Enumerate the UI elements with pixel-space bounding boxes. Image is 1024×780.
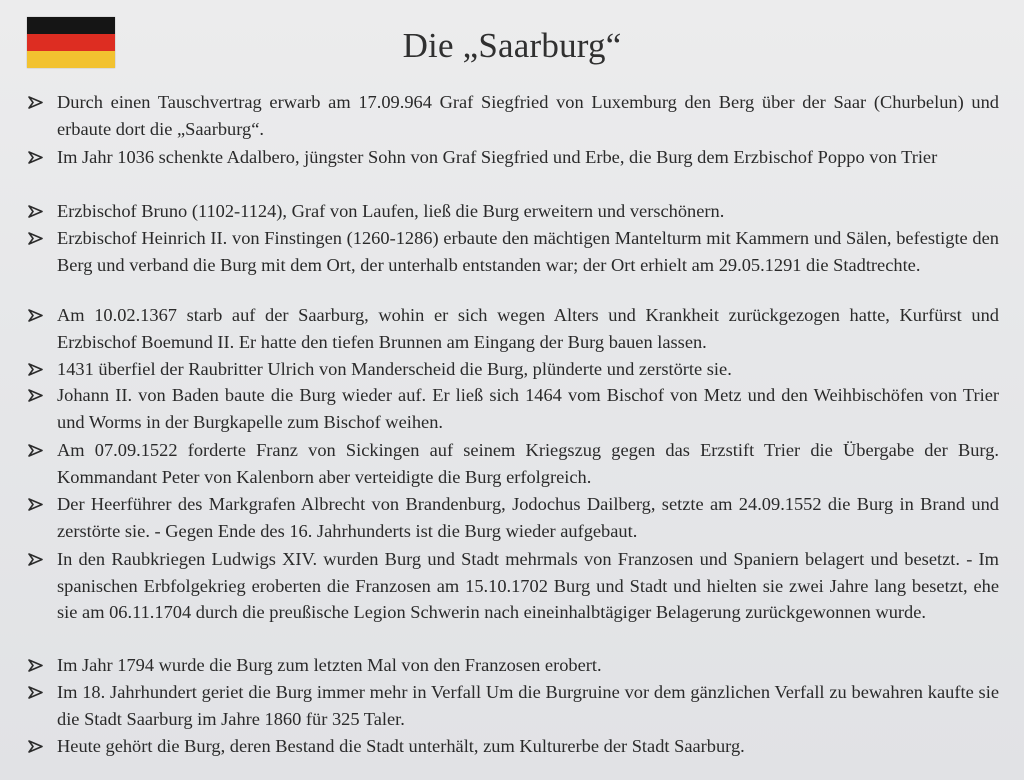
list-item-text: Am 10.02.1367 starb auf der Saarburg, wohin er sich wegen Alters und Krankheit zurückgezogen hatte, Kurfürst und Erzbischof Boemund II. Er hatte den tiefen Brunnen am Eingang der Burg bauen lassen.: [57, 305, 999, 352]
arrowhead-bullet-icon: [28, 89, 44, 116]
arrowhead-bullet-icon: [28, 302, 44, 329]
arrowhead-bullet-icon: [28, 546, 44, 573]
arrowhead-bullet-icon: [28, 225, 44, 252]
arrowhead-bullet-icon: [28, 144, 44, 171]
list-item-text: Erzbischof Heinrich II. von Finstingen (1260-1286) erbaute den mächtigen Mantelturm mit Kammern und Sälen, befestigte den Berg und verband die Burg mit dem Ort, der unterhalb entstanden war; der Ort erhielt am 29.05.1291 die Stadtrechte.: [57, 228, 999, 275]
list-item-text: Heute gehört die Burg, deren Bestand die Stadt unterhält, zum Kulturerbe der Stadt Saarburg.: [57, 736, 745, 756]
arrowhead-bullet-icon: [28, 679, 44, 706]
list-item-text: Der Heerführer des Markgrafen Albrecht von Brandenburg, Jodochus Dailberg, setzte am 24.09.1552 die Burg in Brand und zerstörte sie. - Gegen Ende des 16. Jahrhunderts ist die Burg wieder aufgebaut.: [57, 494, 999, 541]
list-item-text: Im Jahr 1794 wurde die Burg zum letzten Mal von den Franzosen erobert.: [57, 655, 602, 675]
list-item-text: Johann II. von Baden baute die Burg wieder auf. Er ließ sich 1464 vom Bischof von Metz und den Weihbischöfen von Trier und Worms in der Burgkapelle zum Bischof weihen.: [57, 385, 999, 432]
arrowhead-bullet-icon: [28, 652, 44, 679]
list-item-text: Durch einen Tauschvertrag erwarb am 17.09.964 Graf Siegfried von Luxemburg den Berg über der Saar (Churbelun) und erbaute dort die „Saarburg“.: [57, 92, 999, 139]
list-item-text: Am 07.09.1522 forderte Franz von Sickingen auf seinem Kriegszug gegen das Erzstift Trier die Übergabe der Burg. Kommandant Peter von Kalenborn aber verteidigte die Burg erfolgreich.: [57, 440, 999, 487]
list-item-text: Erzbischof Bruno (1102-1124), Graf von Laufen, ließ die Burg erweitern und verschönern.: [57, 201, 725, 221]
arrowhead-bullet-icon: [28, 356, 44, 383]
arrowhead-bullet-icon: [28, 491, 44, 518]
page-title: Die „Saarburg“: [402, 26, 622, 65]
arrowhead-bullet-icon: [28, 437, 44, 464]
list-item-text: 1431 überfiel der Raubritter Ulrich von Manderscheid die Burg, plünderte und zerstörte sie.: [57, 359, 732, 379]
list-item-text: Im 18. Jahrhundert geriet die Burg immer mehr in Verfall Um die Burgruine vor dem gänzlichen Verfall zu bewahren kaufte sie die Stadt Saarburg im Jahre 1860 für 325 Taler.: [57, 682, 999, 729]
list-item-text: Im Jahr 1036 schenkte Adalbero, jüngster Sohn von Graf Siegfried und Erbe, die Burg dem Erzbischof Poppo von Trier: [57, 147, 938, 167]
arrowhead-bullet-icon: [28, 733, 44, 760]
arrowhead-bullet-icon: [28, 382, 44, 409]
arrowhead-bullet-icon: [28, 198, 44, 225]
list-item-text: In den Raubkriegen Ludwigs XIV. wurden Burg und Stadt mehrmals von Franzosen und Spaniern belagert und besetzt. - Im spanischen Erbfolgekrieg eroberten die Franzosen am 15.10.1702 Burg und Stadt und hielten sie zwei Jahre lang besetzt, ehe sie am 06.11.1704 durch die preußische Legion Schwerin nach eineinhalbtägiger Belagerung zurückgewonnen wurde.: [57, 549, 999, 622]
